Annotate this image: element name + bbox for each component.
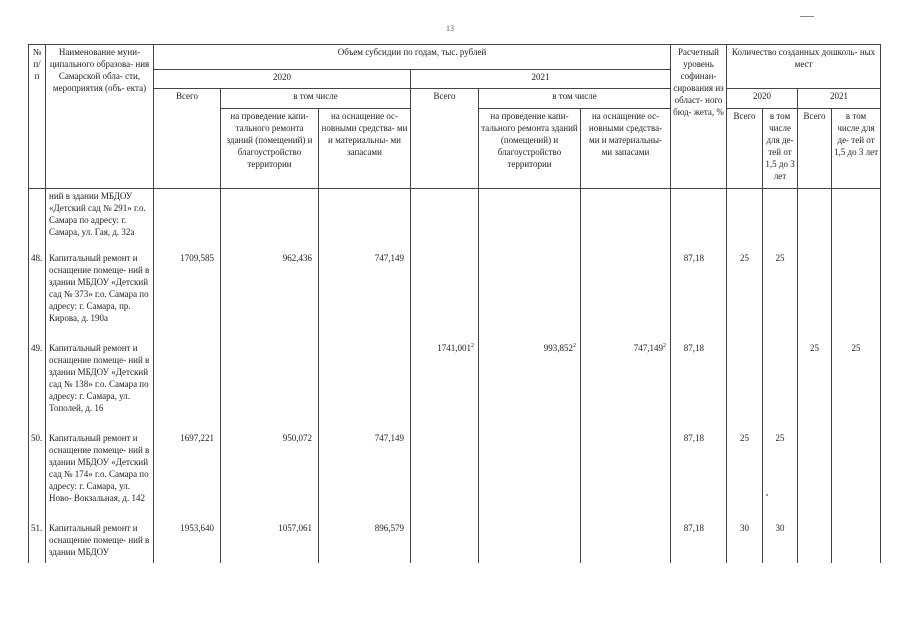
row-name: Капитальный ремонт и оснащение помеще- ний в здании МБДОУ «Детский сад № 174» г.о. Самара по адресу: г. Самара, ул. Ново- Вокзальная, д. 142	[46, 431, 154, 521]
cofinancing-pct: 87,18	[671, 251, 727, 341]
table-row	[29, 189, 881, 252]
repair-2021-cell	[479, 189, 581, 252]
header-total-2021: Всего	[411, 89, 479, 189]
footnote-mark: 2	[471, 343, 474, 349]
equip-2020: 747,149	[319, 251, 411, 341]
children-2020: 25	[763, 251, 798, 341]
page-number: 13	[446, 24, 454, 33]
children-2020	[763, 341, 798, 431]
places-2020: 25	[727, 431, 763, 521]
total-2020: 1697,221	[154, 431, 221, 521]
equip-2020	[319, 341, 411, 431]
equip-2021-cell	[581, 431, 671, 521]
children-2020	[763, 189, 798, 252]
repair-2020: 1057,061	[221, 521, 319, 563]
row-name: Капитальный ремонт и оснащение помеще- ний в здании МБДОУ	[46, 521, 154, 563]
table-row	[29, 341, 881, 431]
header-including-2021: в том числе	[479, 89, 671, 109]
places-2021	[798, 251, 832, 341]
footnote-mark: 2	[663, 343, 667, 349]
equip-2021-cell	[581, 341, 671, 431]
row-name: ний в здании МБДОУ «Детский сад № 291» г.о. Самара по адресу: г. Самара, ул. Гая, д. 32а	[46, 189, 154, 252]
table-row	[29, 431, 881, 521]
children-2020: 25	[763, 431, 798, 521]
header-subsidy-group: Объем субсидии по годам, тыс. рублей	[154, 45, 671, 70]
places-2020	[727, 189, 763, 252]
children-2021	[832, 251, 881, 341]
header-repair-2020: на проведение капи- тального ремонта зданий (помещений) и благоустройство территории	[221, 109, 319, 189]
header-repair-2021: на проведение капи- тального ремонта зданий (помещений) и благоустройство территории	[479, 109, 581, 189]
children-2021	[832, 521, 881, 563]
cofinancing-pct: 87,18	[671, 341, 727, 431]
children-2021: 25	[832, 341, 881, 431]
equip-2021-cell	[581, 521, 671, 563]
row-name: Капитальный ремонт и оснащение помеще- ний в здании МБДОУ «Детский сад № 138» г.о. Самара по адресу: г. Самара, ул. Тополей, д. 16	[46, 341, 154, 431]
equip-2020	[319, 189, 411, 252]
header-total-2020: Всего	[154, 89, 221, 189]
table-row	[29, 521, 881, 563]
header-row-1	[29, 45, 881, 70]
header-year-2021: 2021	[411, 70, 671, 89]
header-row-3	[29, 89, 881, 109]
header-equipment-2020: на оснащение ос- новными средства- ми и материальны- ми запасами	[319, 109, 411, 189]
places-2021	[798, 431, 832, 521]
equip-2020: 896,579	[319, 521, 411, 563]
total-2020	[154, 189, 221, 252]
repair-2021-cell	[479, 341, 581, 431]
places-2021	[798, 189, 832, 252]
scan-mark	[800, 16, 814, 17]
total-2021-cell	[411, 341, 479, 431]
header-year-2020: 2020	[154, 70, 411, 89]
places-2021	[798, 521, 832, 563]
children-2021	[832, 431, 881, 521]
children-2021	[832, 189, 881, 252]
cofinancing-pct	[671, 189, 727, 252]
header-name: Наименование муни- ципального образова- ния Самарской обла- сти, мероприятия (объ- екта)	[46, 45, 154, 189]
row-name: Капитальный ремонт и оснащение помеще- ний в здании МБДОУ «Детский сад № 373» г.о. Самара по адресу: г. Самара, пр. Кирова, д. 190а	[46, 251, 154, 341]
equip-2021: 747,149	[633, 343, 664, 353]
equip-2020: 747,149	[319, 431, 411, 521]
header-places-total-2021: Всего	[798, 109, 832, 189]
header-places-year-2021: 2021	[798, 89, 881, 109]
cofinancing-pct: 87,18	[671, 521, 727, 563]
equip-2021-cell	[581, 189, 671, 252]
row-number	[29, 189, 46, 252]
places-2020: 25	[727, 251, 763, 341]
header-cofinancing: Расчетный уровень софинан- сирования из област- ного бюд- жета, %	[671, 45, 727, 189]
total-2021-cell	[411, 189, 479, 252]
header-places-year-2020: 2020	[727, 89, 798, 109]
row-number: 49.	[29, 341, 46, 431]
total-2020	[154, 341, 221, 431]
places-2020: 30	[727, 521, 763, 563]
total-2021-cell	[411, 521, 479, 563]
header-num: № п/п	[29, 45, 46, 189]
repair-2020: 962,436	[221, 251, 319, 341]
total-2020: 1709,585	[154, 251, 221, 341]
repair-2020	[221, 341, 319, 431]
subsidy-table	[28, 44, 881, 563]
places-2020	[727, 341, 763, 431]
row-number: 51.	[29, 521, 46, 563]
table-row	[29, 251, 881, 341]
equip-2021-cell	[581, 251, 671, 341]
header-including-2020: в том числе	[221, 89, 411, 109]
row-number: 48.	[29, 251, 46, 341]
total-2021-cell	[411, 431, 479, 521]
header-children-2021: в том числе для де- тей от 1,5 до 3 лет	[832, 109, 881, 189]
places-2021: 25	[798, 341, 832, 431]
header-places-total-2020: Всего	[727, 109, 763, 189]
repair-2021-cell	[479, 251, 581, 341]
total-2021-cell	[411, 251, 479, 341]
total-2021: 1741,001	[437, 343, 471, 353]
repair-2020	[221, 189, 319, 252]
header-children-2020: в том числе для де- тей от 1,5 до 3 лет	[763, 109, 798, 189]
cofinancing-pct: 87,18	[671, 431, 727, 521]
footnote-mark: 2	[573, 343, 576, 349]
row-number: 50.	[29, 431, 46, 521]
header-places-group: Количество созданных дошколь- ных мест	[727, 45, 881, 89]
children-2020: 30	[763, 521, 798, 563]
header-equipment-2021: на оснащение ос- новными средства- ми и материальны- ми запасами	[581, 109, 671, 189]
total-2020: 1953,640	[154, 521, 221, 563]
repair-2021: 993,852	[543, 343, 573, 353]
repair-2021-cell	[479, 521, 581, 563]
repair-2020: 950,072	[221, 431, 319, 521]
repair-2021-cell	[479, 431, 581, 521]
